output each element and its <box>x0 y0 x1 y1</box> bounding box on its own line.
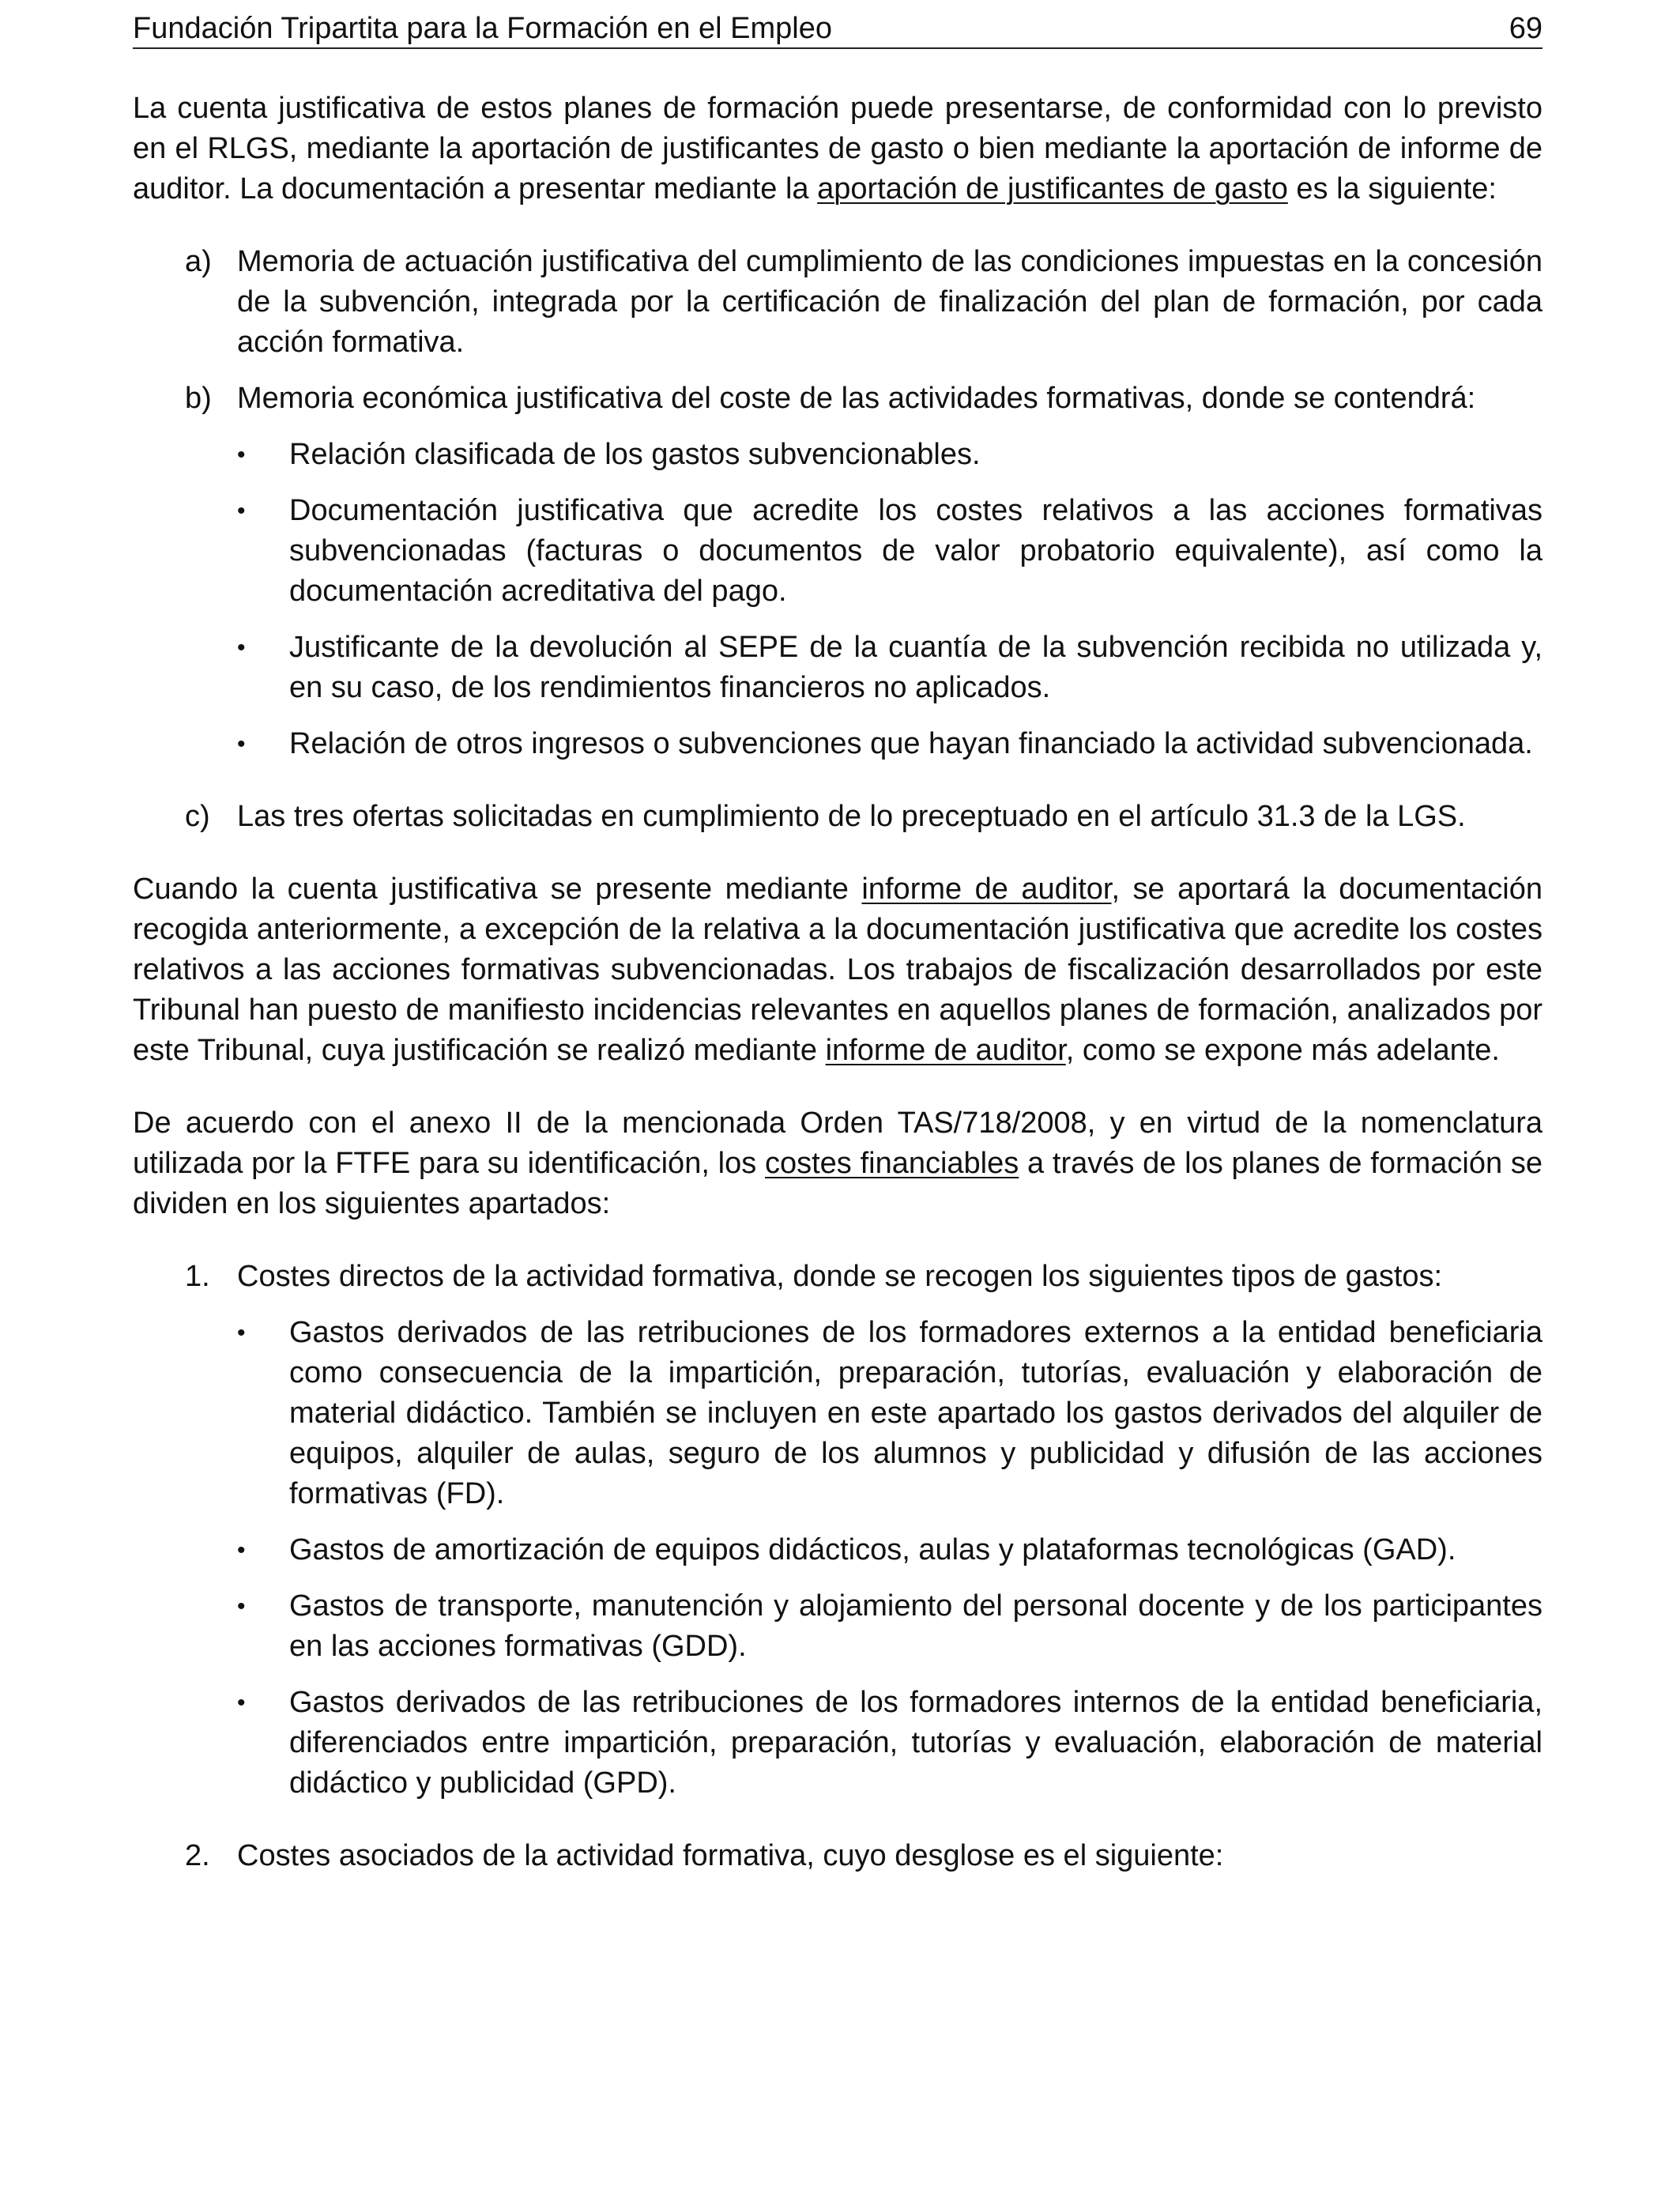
page-number: 69 <box>1509 12 1543 45</box>
bullet-item <box>133 1586 1543 1667</box>
bullet-icon: • <box>237 498 246 524</box>
paragraph-intro <box>133 89 1543 209</box>
list-item-b <box>133 379 1543 419</box>
list-marker: 1. <box>185 1260 210 1293</box>
paragraph-costs <box>133 1103 1543 1224</box>
list-item-c <box>133 797 1543 837</box>
bullet-item <box>133 1683 1543 1804</box>
list-item-2 <box>133 1836 1543 1876</box>
bullet-item <box>133 1530 1543 1570</box>
list-marker: a) <box>185 245 212 278</box>
list-item-text: Costes asociados de la actividad formativa, cuyo desglose es el siguiente: <box>237 1839 1224 1872</box>
text: es la siguiente: <box>1287 172 1497 205</box>
page-body <box>133 89 1543 1876</box>
list-item-1 <box>133 1257 1543 1297</box>
bullet-icon: • <box>237 731 246 757</box>
bullet-text: Gastos derivados de las retribuciones de los formadores internos de la entidad beneficiaria, diferenciados entre impartición, preparación, tutorías y evaluación, elaboración de material didáctico y publicidad (GPD). <box>289 1686 1543 1800</box>
bullet-item <box>133 628 1543 708</box>
bullet-item <box>133 435 1543 475</box>
list-marker: c) <box>185 800 210 833</box>
bullet-text: Gastos de transporte, manutención y alojamiento del personal docente y de los participantes en las acciones formativas (GDD). <box>289 1589 1543 1663</box>
bullet-icon: • <box>237 442 246 468</box>
list-item-a <box>133 242 1543 363</box>
bullet-item <box>133 491 1543 612</box>
bullet-text: Justificante de la devolución al SEPE de la cuantía de la subvención recibida no utilizada y, en su caso, de los rendimientos financieros no aplicados. <box>289 631 1543 704</box>
paragraph-auditor <box>133 869 1543 1071</box>
list-item-text: Costes directos de la actividad formativa, donde se recogen los siguientes tipos de gastos: <box>237 1260 1443 1293</box>
list-marker: b) <box>185 382 212 415</box>
bullet-icon: • <box>237 1537 246 1563</box>
list-item-text: Memoria de actuación justificativa del cumplimiento de las condiciones impuestas en la concesión de la subvención, integrada por la certificación de finalización del plan de formación, por cada acción formativa. <box>237 245 1543 359</box>
bullet-text: Documentación justificativa que acredite los costes relativos a las acciones formativas subvencionadas (facturas o documentos de valor probatorio equivalente), así como la documentación acreditativa del pago. <box>289 494 1543 608</box>
bullet-item <box>133 724 1543 764</box>
text: La cuenta justificativa de estos planes de formación puede presentarse, de conformidad con lo previsto en el RLGS, mediante la aportación de justificantes de gasto o bien mediante la aportación de informe de auditor. La documentación a presentar mediante la <box>133 92 1543 205</box>
page-header <box>133 9 1543 49</box>
text: , como se expone más adelante. <box>1065 1034 1500 1067</box>
list-marker: 2. <box>185 1839 210 1872</box>
bullet-icon: • <box>237 1690 246 1716</box>
bullet-text: Gastos de amortización de equipos didácticos, aulas y plataformas tecnológicas (GAD). <box>289 1533 1456 1566</box>
text: De acuerdo con el anexo II de la mencionada Orden TAS/718/2008, y en virtud de la nomenclatura utilizada por la FTFE para su identificación, los <box>133 1106 1543 1180</box>
bullet-text: Gastos derivados de las retribuciones de los formadores externos a la entidad beneficiaria como consecuencia de la impartición, preparación, tutorías, evaluación y elaboración de material didáctico. También se incluyen en este apartado los gastos derivados del alquiler de equipos, alquiler de aulas, seguro de los alumnos y publicidad y difusión de las acciones formativas (FD). <box>289 1316 1543 1510</box>
underlined-text: informe de auditor <box>825 1034 1066 1067</box>
underlined-text: costes financiables <box>764 1147 1019 1180</box>
list-item-text: Memoria económica justificativa del coste de las actividades formativas, donde se contendrá: <box>237 382 1476 415</box>
text: a través de los planes de formación se dividen en los siguientes apartados: <box>133 1147 1543 1220</box>
underlined-text: aportación de justificantes de gasto <box>817 172 1288 205</box>
text: , se aportará la documentación recogida anteriormente, a excepción de la relativa a la documentación justificativa que acredite los costes relativos a las acciones formativas subvencionadas. Los trabajos de fiscalización desarrollados por este Tribunal han puesto de manifiesto incidencias relevantes en aquellos planes de formación, analizados por este Tribunal, cuya justificación se realizó mediante <box>133 873 1543 1067</box>
bullet-item <box>133 1313 1543 1514</box>
bullet-icon: • <box>237 635 246 661</box>
list-item-text: Las tres ofertas solicitadas en cumplimiento de lo preceptuado en el artículo 31.3 de la LGS. <box>237 800 1466 833</box>
underlined-text: informe de auditor <box>861 873 1112 906</box>
text: Cuando la cuenta justificativa se presente mediante <box>133 873 862 906</box>
bullet-icon: • <box>237 1320 246 1346</box>
bullet-text: Relación clasificada de los gastos subvencionables. <box>289 438 981 471</box>
header-title: Fundación Tripartita para la Formación en el Empleo <box>133 12 833 45</box>
bullet-icon: • <box>237 1593 246 1619</box>
bullet-text: Relación de otros ingresos o subvenciones que hayan financiado la actividad subvencionada. <box>289 727 1533 760</box>
